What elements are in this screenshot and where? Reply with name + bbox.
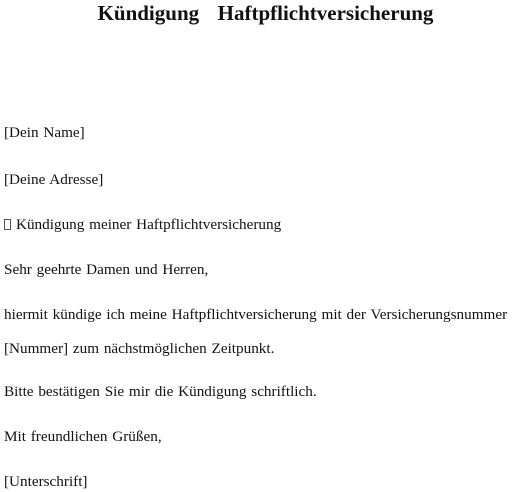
signature-placeholder: [Unterschrift] [4,473,88,490]
body-line-1: hiermit kündige ich meine Haftpflichtversicherung mit der Versicherungsnummer [4,306,508,323]
page-title: Kündigung Haftpflichtversicherung [97,1,434,25]
sender-address: [Deine Adresse] [4,171,104,188]
closing: Mit freundlichen Grüßen, [4,428,162,445]
salutation: Sehr geehrte Damen und Herren, [4,261,209,278]
missing-glyph-icon [4,219,11,230]
subject-text: Kündigung meiner Haftpflichtversicherung [16,216,282,233]
subject-line [4,216,281,234]
body-line-2: [Nummer] zum nächstmöglichen Zeitpunkt. [4,340,275,357]
sender-name: [Dein Name] [4,124,85,141]
confirmation-request: Bitte bestätigen Sie mir die Kündigung schriftlich. [4,383,317,400]
